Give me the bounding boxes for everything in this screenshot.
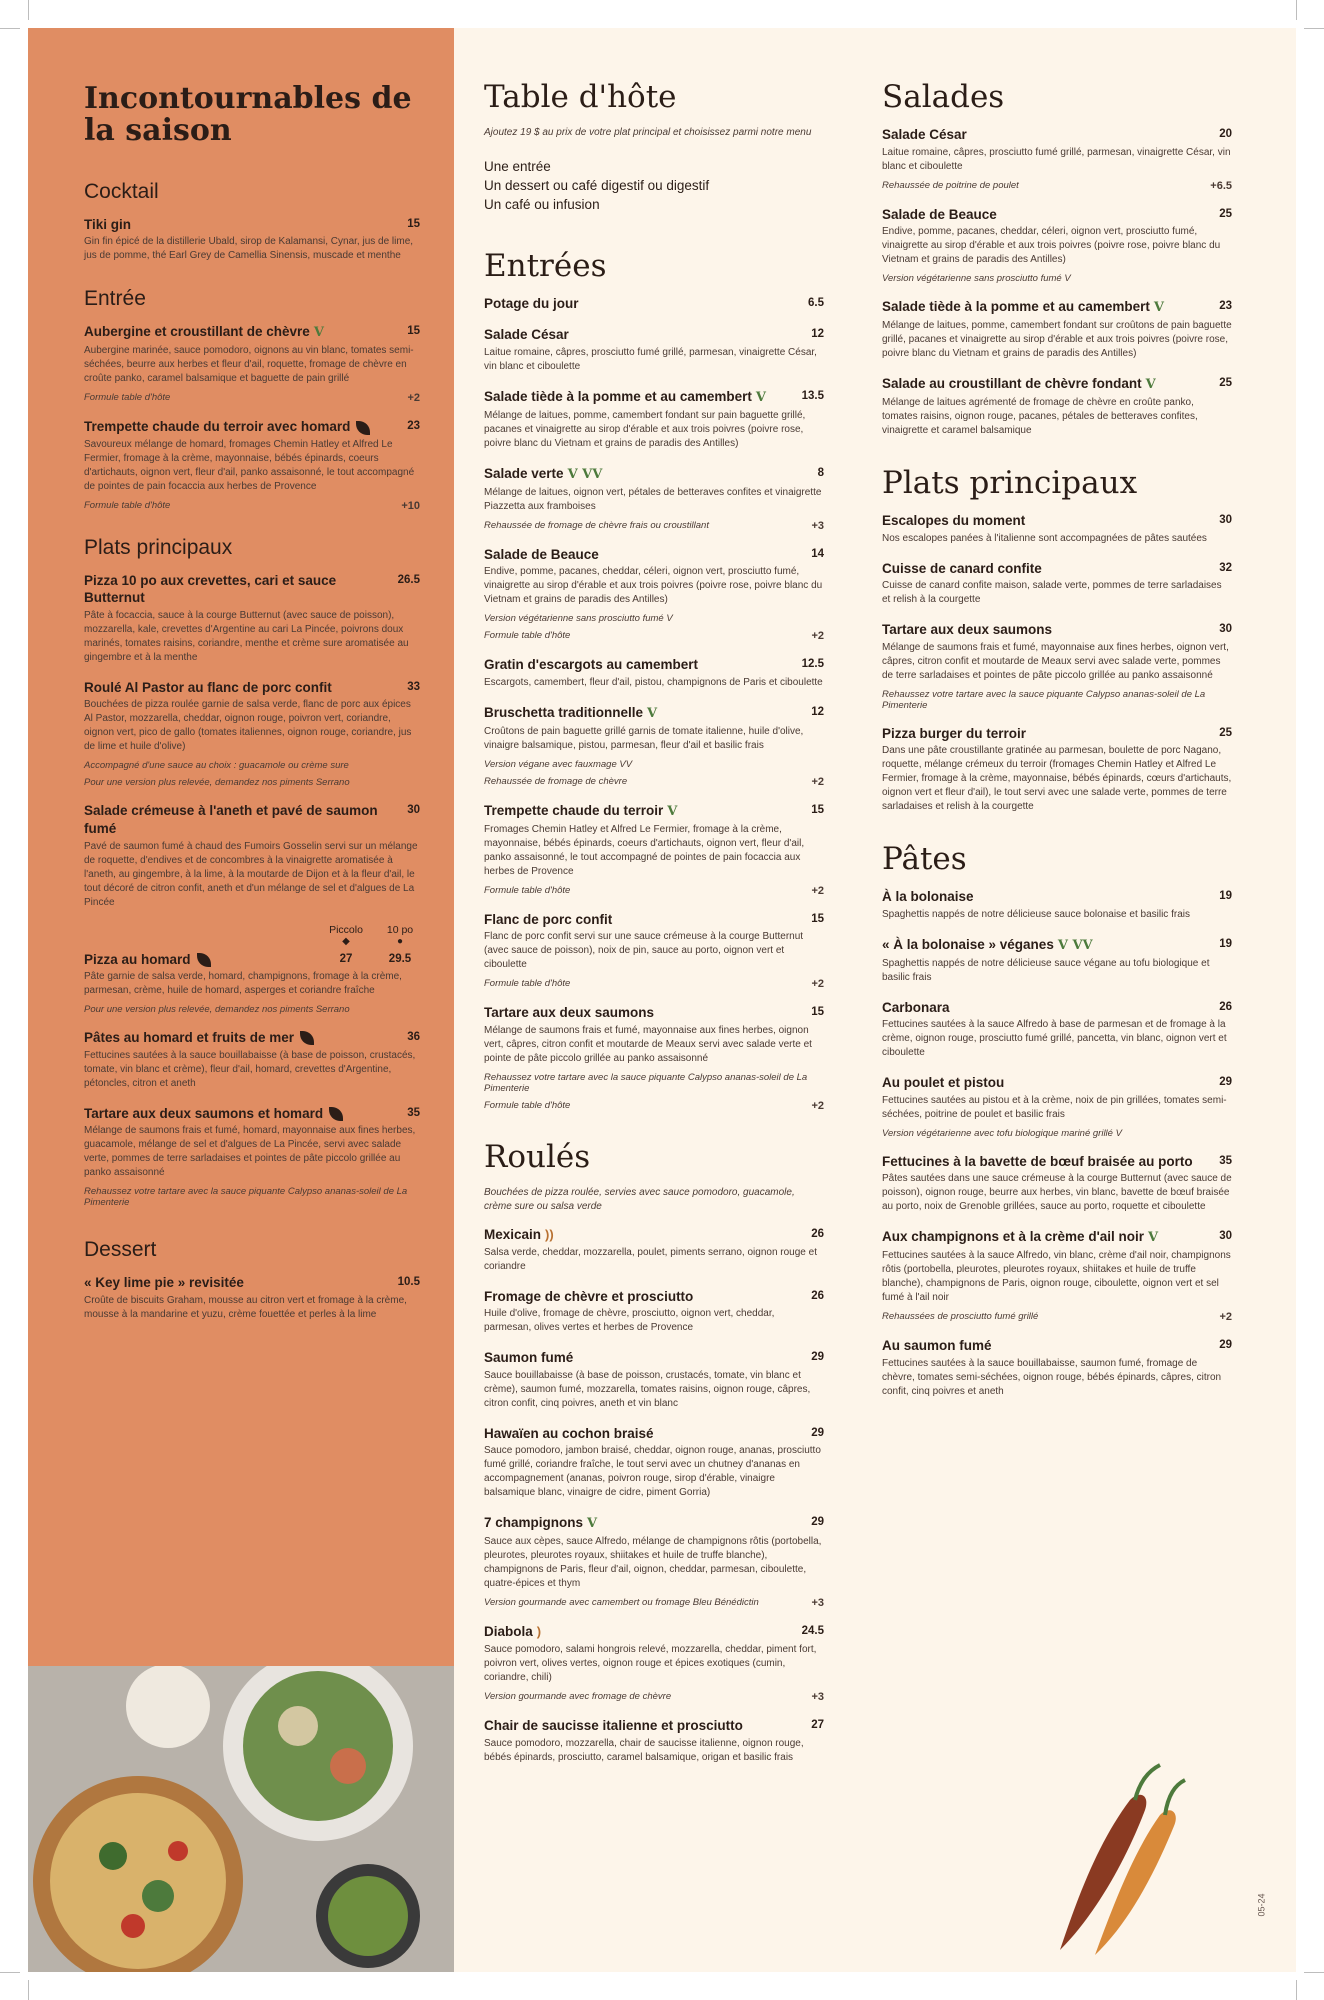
column-seasonal — [28, 28, 454, 1336]
menu-item: « Key lime pie » revisitée 10.5 Croûte de biscuits Graham, mousse au citron vert et fromage à la crème, mousse à la mandarine et yuzu, crème fouettée et perles à la lime — [84, 1275, 420, 1320]
menu-item: Pâtes au homard et fruits de mer 36 Fettucines sautées à la sauce bouillabaisse (à base de poisson, crustacés, tomate, vin blanc et crème), fleur d'ail, homard, crevettes d'Argentine, pétoncles, citron et aneth — [84, 1030, 420, 1089]
roules-title: Roulés — [484, 1138, 591, 1175]
crop-mark — [1296, 1980, 1297, 2000]
cocktail-heading: Cocktail — [84, 179, 159, 203]
local-leaf-icon — [329, 1107, 343, 1121]
menu-item: Salade César 20 Laitue romaine, câpres, prosciutto fumé grillé, parmesan, vinaigrette César, vin blanc et ciboulette Rehaussée de poitrine de poulet +6.5 — [882, 127, 1232, 192]
menu-item: Roulé Al Pastor au flanc de porc confit 33 Bouchées de pizza roulée garnie de salsa verde, flanc de porc aux épices Al Pastor, mozzarella, cheddar, oignon rouge, poivron vert, coriandre, oignon vert, pico de gallo (tomates italiennes, oignon rouge, coriandre, jus de lime et huile d'olive) Accompagné d'une sauce au choix : guacamole ou crème sure Pour une version plus relevée, demandez nos piments Serrano — [84, 679, 420, 789]
menu-item: Escalopes du moment 30 Nos escalopes panées à l'italienne sont accompagnées de pâtes sautées — [882, 513, 1232, 544]
menu-item: Saumon fumé 29 Sauce bouillabaisse (à base de poisson, crustacés, tomate, vin blanc et crème), saumon fumé, mozzarella, tomates raisins, oignon rouge, câpres, citron confit, cinq poivres, aneth et vin blanc — [484, 1350, 824, 1409]
menu-item: Bruschetta traditionnelle V 12 Croûtons de pain baguette grillé garnis de tomate italienne, huile d'olive, vinaigre balsamique, pistou, parmesan, fleur d'ail et basilic frais Version végane avec fauxmage VV Rehaussée de fromage de chèvre +2 — [484, 704, 824, 788]
table-hote-lines: Une entrée Un dessert ou café digestif ou digestif Un café ou infusion — [484, 159, 710, 212]
menu-item: Hawaïen au cochon braisé 29 Sauce pomodoro, jambon braisé, cheddar, oignon rouge, ananas, prosciutto fumé grillé, coriandre fraîche, le tout servi avec un chutney d'ananas en accompagnement (ananas, poivron rouge, sirop d'érable, vinaigre balsamique blanc, vinaigre de cidre, piment Gorria) — [484, 1425, 824, 1499]
menu-item: Aux champignons et à la crème d'ail noir V 30 Fettucines sautées à la sauce Alfredo, vin blanc, crème d'ail noir, champignons rôtis (portobella, pleurotes, pleurotes royaux, shiitakes et huile de truffe blanche), champignons de Paris, oignon rouge, ciboulette, oignon vert et sel fumé à l'ail noir Rehaussées de prosciutto fumé grillé +2 — [882, 1229, 1232, 1324]
menu-item: Salade tiède à la pomme et au camembert V 23 Mélange de laitues, pomme, camembert fondant sur croûtons de pain baguette grillé, pacanes et vinaigrette au sirop d'érable et aux trois poivres (poivre rose, poivre blanc du Vietnam et grains de paradis des Antilles) — [882, 299, 1232, 360]
column-entrees-roules: Table d'hôte Ajoutez 19 $ au prix de votre plat principal et choisissez parmi notre menu Une entrée Un dessert ou café digestif ou digestif Un café ou infusion Entrées Potage du jour 6.5 Salade César 12 Laitue romaine, câpres, prosciutto fumé grillé, parmesan, vinaigrette César, vin blanc et ciboulette Salade tiède à la pomme et au camembert V 13.5 Mélange de laitues, pomme, camembert fondant sur pain baguette grillé, pacanes et vinaigrette au sirop d'érable et aux trois poivres (poivre rose, poivre blanc du Vietnam et grains de paradis des Antilles) Salade verte V VV 8 Mélange de laitues, oignon vert, pétales de betteraves confites et vinaigrette Piazzetta aux framboises Rehaussée de fromage de chèvre frais ou croustillant +3 Salade de Beauce 14 Endive, pomme, pacanes, cheddar, céleri, oignon vert, prosciutto fumé, vinaigrette au sirop d'érable et aux trois poivres (poivre rose, poivre blanc du Vietnam et grains de paradis des Antilles) Version végétarienne sans prosciutto fumé V Formule table d'hôte +2 Gratin d'escargots au camembert 12.5 Escargots, camembert, fleur d'ail, pistou, champignons de Paris et ciboulette Bruschetta traditionnelle V 12 Croûtons de pain baguette grillé garnis de tomate italienne, huile d'olive, vinaigre balsamique, pistou, parmesan, fleur d'ail et basilic frais Version végane avec fauxmage VV Rehaussée de fromage de chèvre +2 Trempette chaude du terroir V 15 Fromages Chemin Hatley et Alfred Le Fermier, fromage à la crème, mayonnaise, bébés épinards, coeurs d'artichauts, oignon vert, fleur d'ail, panko assaisonné, le tout accompagné de pointes de pain focaccia aux herbes de Provence Formule table d'hôte +2 Flanc de porc confit 15 Flanc de porc confit servi sur une sauce crémeuse à la courge Butternut (avec sauce de poisson), noix de pin, sauce au porto, oignon vert et ciboulette Formule table d'hôte +2 Tartare aux deux saumons 15 Mélange de saumons frais et fumé, mayonnaise aux fines herbes, oignon vert, câpres, citron confit et moutarde de Meaux servi avec salade verte et pointe de pâte piccolo grillée au panko assaisonné Rehaussez votre tartare avec la sauce piquante Calypso ananas-soleil de La Pimenterie Formule table d'hôte +2 Roulés Bouchées de pizza roulée, servies avec sauce pomodoro, guacamole, crème sure ou salsa verde Mexicain )) 26 Salsa verde, cheddar, mozzarella, poulet, piments serrano, oignon rouge et coriandre Fromage de chèvre et prosciutto 26 Huile d'olive, fromage de chèvre, prosciutto, oignon vert, cheddar, parmesan, olives vertes et herbes de Provence Saumon fumé 29 Sauce bouillabaisse (à base de poisson, crustacés, tomate, vin blanc et crème), saumon fumé, mozzarella, tomates raisins, oignon rouge, câpres, citron confit, cinq poivres, aneth et vin blanc Hawaïen au cochon braisé 29 Sauce pomodoro, jambon braisé, cheddar, oignon rouge, ananas, prosciutto fumé grillé, coriandre fraîche, le tout servi avec un chutney d'ananas en accompagnement (ananas, poivron rouge, sirop d'érable, vinaigre balsamique blanc, vinaigre de cidre, piment Gorria) 7 champignons V 29 Sauce aux cèpes, sauce Alfredo, mélange de champignons rôtis (portobella, pleurotes, pleurotes royaux, shiitakes et huile de truffe blanche), champignons de Paris, fleur d'ail, oignon, cheddar, parmesan, ciboulette, quatre-épices et thym Version gourmande avec camembert ou fromage Bleu Bénédictin +3 Diabola ) 24.5 Sauce pomodoro, salami hongrois relevé, mozzarella, cheddar, piment fort, poivron vert, olives vertes, oignon rouge et épices exotiques (cumin, coriandre, chili) Version gourmande avec fromage de chèvre +3 Chair de saucisse italienne et prosciutto 27 Sauce pomodoro, mozzarella, chair de saucisse italienne, oignon rouge, bébés épinards, prosciutto, caramel balsamique, origan et basilic frais — [484, 79, 824, 1763]
pates-title: Pâtes — [882, 841, 967, 878]
menu-item: Pizza au homard 27 29.5 Pâte garnie de salsa verde, homard, champignons, fromage à la crème, parmesan, crème, huile de homard, asperges et coriandre fraîche Pour une version plus relevée, demandez nos piments Serrano — [84, 951, 412, 1016]
menu-item: Salade tiède à la pomme et au camembert V 13.5 Mélange de laitues, pomme, camembert fondant sur pain baguette grillé, pacanes et vinaigrette au sirop d'érable et aux trois poivres (poivre rose, poivre blanc du Vietnam et grains de paradis des Antilles) — [484, 388, 824, 449]
plats-heading: Plats principaux — [84, 535, 233, 559]
local-leaf-icon — [300, 1031, 314, 1045]
menu-item: 7 champignons V 29 Sauce aux cèpes, sauce Alfredo, mélange de champignons rôtis (portobella, pleurotes, pleurotes royaux, shiitakes et huile de truffe blanche), champignons de Paris, fleur d'ail, oignon, cheddar, parmesan, ciboulette, quatre-épices et thym Version gourmande avec camembert ou fromage Bleu Bénédictin +3 — [484, 1515, 824, 1610]
plats-list — [882, 512, 1232, 814]
vegetarian-icon: V — [1153, 300, 1164, 316]
menu-item: Trempette chaude du terroir avec homard 23 Savoureux mélange de homard, fromages Chemin Hatley et Alfred Le Fermier, fromage à la crème, mayonnaise, bébés épinards, coeurs d'artichauts, oignon vert, fleur d'ail, panko assaisonné, le tout accompagné de pointes de pain focaccia aux herbes de Provence Formule table d'hôte +10 — [84, 419, 420, 512]
plats-title: Plats principaux — [882, 464, 1138, 501]
roules-list — [484, 1226, 824, 1765]
menu-item: Au poulet et pistou 29 Fettucines sautées au pistou et à la crème, noix de pin grillées, tomates semi-séchées, poitrine de poulet et basilic frais Version végétarienne avec tofu biologique mariné grillé V — [882, 1075, 1232, 1139]
spicy-icon: ) — [536, 1624, 542, 1640]
vegetarian-icon: V — [1148, 1230, 1159, 1246]
menu-item: Flanc de porc confit 15 Flanc de porc confit servi sur une sauce crémeuse à la courge Butternut (avec sauce de poisson), noix de pin, sauce au porto, oignon vert et ciboulette Formule table d'hôte +2 — [484, 911, 824, 991]
menu-item: Diabola ) 24.5 Sauce pomodoro, salami hongrois relevé, mozzarella, cheddar, piment fort, poivron vert, olives vertes, oignon rouge et épices exotiques (cumin, coriandre, chili) Version gourmande avec fromage de chèvre +3 — [484, 1624, 824, 1704]
menu-item: Trempette chaude du terroir V 15 Fromages Chemin Hatley et Alfred Le Fermier, fromage à la crème, mayonnaise, bébés épinards, coeurs d'artichauts, oignon vert, fleur d'ail, panko assaisonné, le tout accompagné de pointes de pain focaccia aux herbes de Provence Formule table d'hôte +2 — [484, 802, 824, 897]
crop-mark — [0, 1972, 20, 1973]
menu-item: Gratin d'escargots au camembert 12.5 Escargots, camembert, fleur d'ail, pistou, champignons de Paris et ciboulette — [484, 657, 824, 688]
menu-item: Carbonara 26 Fettucines sautées à la sauce Alfredo à base de parmesan et de fromage à la crème, oignon rouge, prosciutto fumé grillé, pancetta, vin blanc, oignon vert et ciboulette — [882, 999, 1232, 1059]
local-leaf-icon — [197, 953, 211, 967]
menu-item: Salade au croustillant de chèvre fondant V 25 Mélange de laitues agrémenté de fromage de chèvre en croûte panko, tomates raisins, oignon rouge, pacanes, pétales de betteraves confites, vinaigrette et caramel balsamique — [882, 376, 1232, 436]
menu-item: Potage du jour 6.5 — [484, 295, 824, 311]
table-hote-title: Table d'hôte — [484, 79, 677, 115]
salades-title: Salades — [882, 79, 1005, 115]
pizza-sizes: Piccolo ◆ 10 po ● — [84, 924, 420, 947]
menu-item: Salade de Beauce 14 Endive, pomme, pacanes, cheddar, céleri, oignon vert, prosciutto fumé, vinaigrette au sirop d'érable et aux trois poivres (poivre rose, poivre blanc du Vietnam et grains de paradis des Antilles) Version végétarienne sans prosciutto fumé V Formule table d'hôte +2 — [484, 546, 824, 643]
vegetarian-icon: V — [313, 325, 324, 341]
menu-item: Au saumon fumé 29 Fettucines sautées à la sauce bouillabaisse, saumon fumé, fromage de chèvre, tomates semi-séchées, oignon rouge, bébés épinards, câpres, citron confit, cinq poivres et aneth — [882, 1338, 1232, 1397]
menu-item: Tartare aux deux saumons et homard 35 Mélange de saumons frais et fumé, homard, mayonnaise aux fines herbes, guacamole, mélange de sel et d'algues de La Pincée, servi avec salade verte, pommes de terre sarladaises et pointes de pâte piccolo grillée au panko assaisonné Rehaussez votre tartare avec la sauce piquante Calypso ananas-soleil de La Pimenterie — [84, 1105, 420, 1209]
menu-item: Pizza 10 po aux crevettes, cari et sauce Butternut 26.5 Pâte à focaccia, sauce à la courge Butternut (avec sauce de poisson), mozzarella, kale, crevettes d'Argentine au cari La Pincée, poivrons doux marinés, tomates raisins, coriandre, menthe et crème sure aromatisée au gingembre et à la menthe — [84, 572, 420, 663]
menu-item: Salade de Beauce 25 Endive, pomme, pacanes, cheddar, céleri, oignon vert, prosciutto fumé, vinaigrette au sirop d'érable et aux trois poivres (poivre rose, poivre blanc du Vietnam et grains de paradis des Antilles) Version végétarienne sans prosciutto fumé V — [882, 206, 1232, 285]
menu-item: Tartare aux deux saumons 15 Mélange de saumons frais et fumé, mayonnaise aux fines herbes, oignon vert, câpres, citron confit et moutarde de Meaux servi avec salade verte et pointe de pâte piccolo grillée au panko assaisonné Rehaussez votre tartare avec la sauce piquante Calypso ananas-soleil de La Pimenterie Formule table d'hôte +2 — [484, 1005, 824, 1112]
vegetarian-icon: V — [755, 389, 766, 405]
vegetarian-icon: V — [667, 803, 678, 819]
vegetarian-icon: V VV — [567, 466, 603, 482]
diamond-icon: ◆ — [342, 935, 350, 947]
menu-item: Salade César 12 Laitue romaine, câpres, prosciutto fumé grillé, parmesan, vinaigrette César, vin blanc et ciboulette — [484, 327, 824, 372]
crop-mark — [28, 0, 29, 20]
menu-item: Pizza burger du terroir 25 Dans une pâte croustillante gratinée au parmesan, boulette de porc Nagano, roquette, mélange crémeux du terroir (fromages Chemin Hatley et Alfred Le Fermier, fromage à la crème, mayonnaise, bébés épinards, cœurs d'artichauts, oignon vert et fleur d'ail), le tout servi avec une salade verte, pommes de terre sarladaises et relish à la courgette — [882, 725, 1232, 813]
crop-mark — [28, 1980, 29, 2000]
menu-item: Tiki gin 15 Gin fin épicé de la distillerie Ubald, sirop de Kalamansi, Cynar, jus de lime, jus de pomme, thé Earl Grey de Camellia Sinensis, muscade et menthe — [84, 216, 420, 262]
pepper-illustration — [1040, 1760, 1190, 1960]
entree-heading: Entrée — [84, 287, 146, 311]
menu-item: « À la bolonaise » véganes V VV 19 Spaghettis nappés de notre délicieuse sauce végane au tofu biologique et basilic frais — [882, 936, 1232, 983]
food-photo — [28, 1666, 454, 1972]
spicy-icon: )) — [545, 1226, 554, 1242]
pates-list — [882, 888, 1232, 1399]
menu-item: Aubergine et croustillant de chèvre V 15 Aubergine marinée, sauce pomodoro, oignons au vin blanc, tomates semi-séchées, beurre aux herbes et fleur d'ail, roquette, fromage de chèvre en croûte panko, caramel balsamique et baguette de pain grillé Formule table d'hôte +2 — [84, 324, 420, 405]
menu-item: Cuisse de canard confite 32 Cuisse de canard confite maison, salade verte, pommes de terre sarladaises et relish à la courgette — [882, 560, 1232, 606]
menu-item: Salade verte V VV 8 Mélange de laitues, oignon vert, pétales de betteraves confites et vinaigrette Piazzetta aux framboises Rehaussée de fromage de chèvre frais ou croustillant +3 — [484, 465, 824, 532]
menu-item: Tartare aux deux saumons 30 Mélange de saumons frais et fumé, mayonnaise aux fines herbes, oignon vert, câpres, citron confit et moutarde de Meaux servi avec salade verte, pommes de terre sarladaises et pointes de pâte piccolo grillée au panko assaisonné Rehaussez votre tartare avec la sauce piquante Calypso ananas-soleil de La Pimenterie — [882, 622, 1232, 711]
vegetarian-icon: V — [647, 705, 658, 721]
print-code: 05-24 — [1256, 1893, 1267, 1917]
menu-item: Fromage de chèvre et prosciutto 26 Huile d'olive, fromage de chèvre, prosciutto, oignon vert, cheddar, parmesan, olives vertes et herbes de Provence — [484, 1288, 824, 1334]
menu-item: Mexicain )) 26 Salsa verde, cheddar, mozzarella, poulet, piments serrano, oignon rouge et coriandre — [484, 1226, 824, 1272]
salades-list — [882, 126, 1232, 438]
local-leaf-icon — [356, 421, 370, 435]
entrees-title: Entrées — [484, 247, 607, 284]
seasonal-title: Incontournables de la saison — [84, 81, 412, 149]
column-salades-plats-pates — [854, 28, 1296, 1413]
crop-mark — [1304, 28, 1324, 29]
crop-mark — [1296, 0, 1297, 20]
dessert-heading: Dessert — [84, 1238, 157, 1262]
vegetarian-icon: V VV — [1057, 937, 1093, 953]
vegetarian-icon: V — [1145, 377, 1156, 393]
entrees-list — [484, 295, 824, 1112]
circle-icon: ● — [396, 935, 404, 947]
crop-mark — [0, 28, 20, 29]
menu-item: Fettucines à la bavette de bœuf braisée au porto 35 Pâtes sautées dans une sauce crémeuse à la courge Butternut (avec sauce de poisson), oignon rouge, beurre aux herbes, vin blanc, bavette de bœuf braisée au porto, noix de Grenoble grillées, sauce au porto, roquette et ciboulette — [882, 1153, 1232, 1213]
menu-item: À la bolonaise 19 Spaghettis nappés de notre délicieuse sauce bolonaise et basilic frais — [882, 889, 1232, 920]
menu-item: Chair de saucisse italienne et prosciutto 27 Sauce pomodoro, mozzarella, chair de saucisse italienne, oignon rouge, bébés épinards, prosciutto, caramel balsamique, origan et basilic frais — [484, 1718, 824, 1763]
vegetarian-icon: V — [587, 1516, 598, 1532]
menu-item: Salade crémeuse à l'aneth et pavé de saumon fumé 30 Pavé de saumon fumé à chaud des Fumoirs Gosselin servi sur un mélange de roquette, d'endives et de concombres à la vinaigrette aromatisée à l'aneth, au gingembre, à la lime, à la moutarde de Dijon et à la fleur d'ail, le tout décoré de citron confit, aneth et d'un mélange de sel et d'algues de La Pincée — [84, 803, 420, 908]
crop-mark — [1304, 1972, 1324, 1973]
